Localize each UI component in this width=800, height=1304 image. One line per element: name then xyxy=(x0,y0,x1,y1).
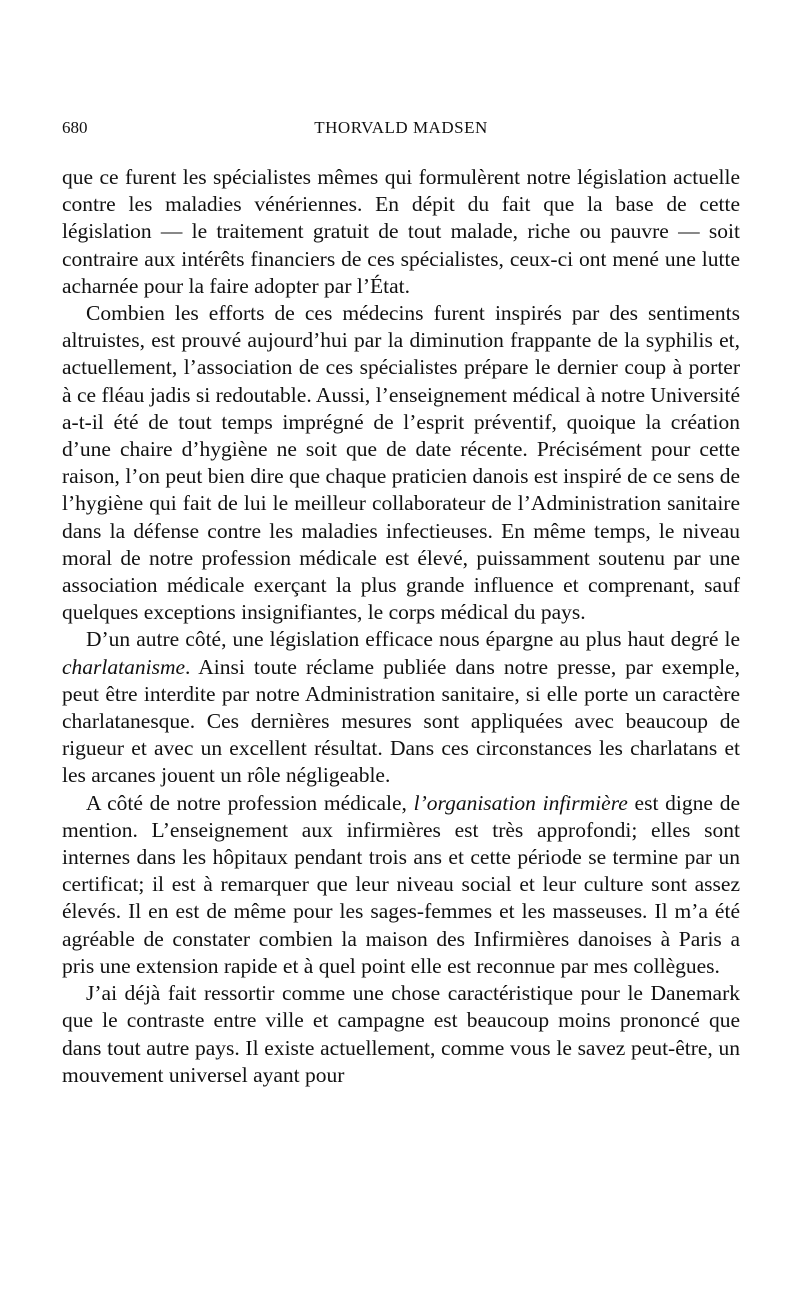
paragraph xyxy=(62,164,740,300)
body-text xyxy=(62,164,740,1089)
text-segment: D’un autre côté, une législation efficace nous épargne au plus haut degré le xyxy=(86,627,740,652)
paragraph xyxy=(62,626,740,789)
running-title: THORVALD MADSEN xyxy=(314,118,488,137)
text-segment: Combien les efforts de ces médecins furent inspirés par des sentiments altruistes, est prouvé aujourd’hui par la diminution frappante de la syphilis et, actuellement, l’association de ces spécialistes prépare le dernier coup à porter à ce fléau jadis si redoutable. Aussi, l’enseignement médical à notre Université a-t-il été de tout temps imprégné de l’esprit préventif, quoique la création d’une chaire d’hygiène ne soit que de date récente. Précisément pour cette raison, l’on peut bien dire que chaque praticien danois est inspiré de ce sens de l’hygiène qui fait de lui le meilleur collaborateur de l’Administration sanitaire dans la défense contre les maladies infectieuses. En même temps, le niveau moral de notre profession médicale est élevé, puissamment soutenu par une association médicale exerçant la plus grande influence et comprenant, sauf quelques exceptions insignifiantes, le corps médical du pays. xyxy=(62,301,740,625)
page-number: 680 xyxy=(62,118,88,137)
paragraph xyxy=(62,790,740,980)
text-segment: que ce furent les spécialistes mêmes qui formulèrent notre législation actuelle contre les maladies vénériennes. En dépit du fait que la base de cette législation — le traitement gratuit de tout malade, riche ou pauvre — soit contraire aux intérêts financiers de ces spécialistes, ceux-ci ont mené une lutte acharnée pour la faire adopter par l’État. xyxy=(62,165,740,298)
italic-text: l’organisation infirmière xyxy=(413,790,628,815)
italic-text: charlatanisme xyxy=(62,654,186,679)
paragraph xyxy=(62,980,740,1089)
document-page xyxy=(62,118,740,1089)
paragraph xyxy=(62,300,740,626)
text-segment: est digne de mention. L’enseignement aux infirmières est très approfondi; elles sont internes dans les hôpitaux pendant trois ans et cette période se termine par un certificat; il est à remarquer que leur niveau social et leur culture sont assez élevés. Il en est de même pour les sages-femmes et les masseuses. Il m’a été agréable de constater combien la maison des Infirmières danoises à Paris a pris une extension rapide et à quel point elle est reconnue par mes collègues. xyxy=(62,790,740,978)
text-segment: . Ainsi toute réclame publiée dans notre presse, par exemple, peut être interdite par notre Administration sanitaire, si elle porte un caractère charlatanesque. Ces dernières mesures sont appliquées avec beaucoup de rigueur et avec un excellent résultat. Dans ces circonstances les charlatans et les arcanes jouent un rôle négligeable. xyxy=(62,654,740,788)
text-segment: A côté de notre profession médicale, xyxy=(86,790,414,815)
text-segment: J’ai déjà fait ressortir comme une chose caractéristique pour le Danemark que le contraste entre ville et campagne est beaucoup moins prononcé que dans tout autre pays. Il existe actuellement, comme vous le savez peut-être, un mouvement universel ayant pour xyxy=(62,981,740,1087)
page-header xyxy=(62,118,740,144)
